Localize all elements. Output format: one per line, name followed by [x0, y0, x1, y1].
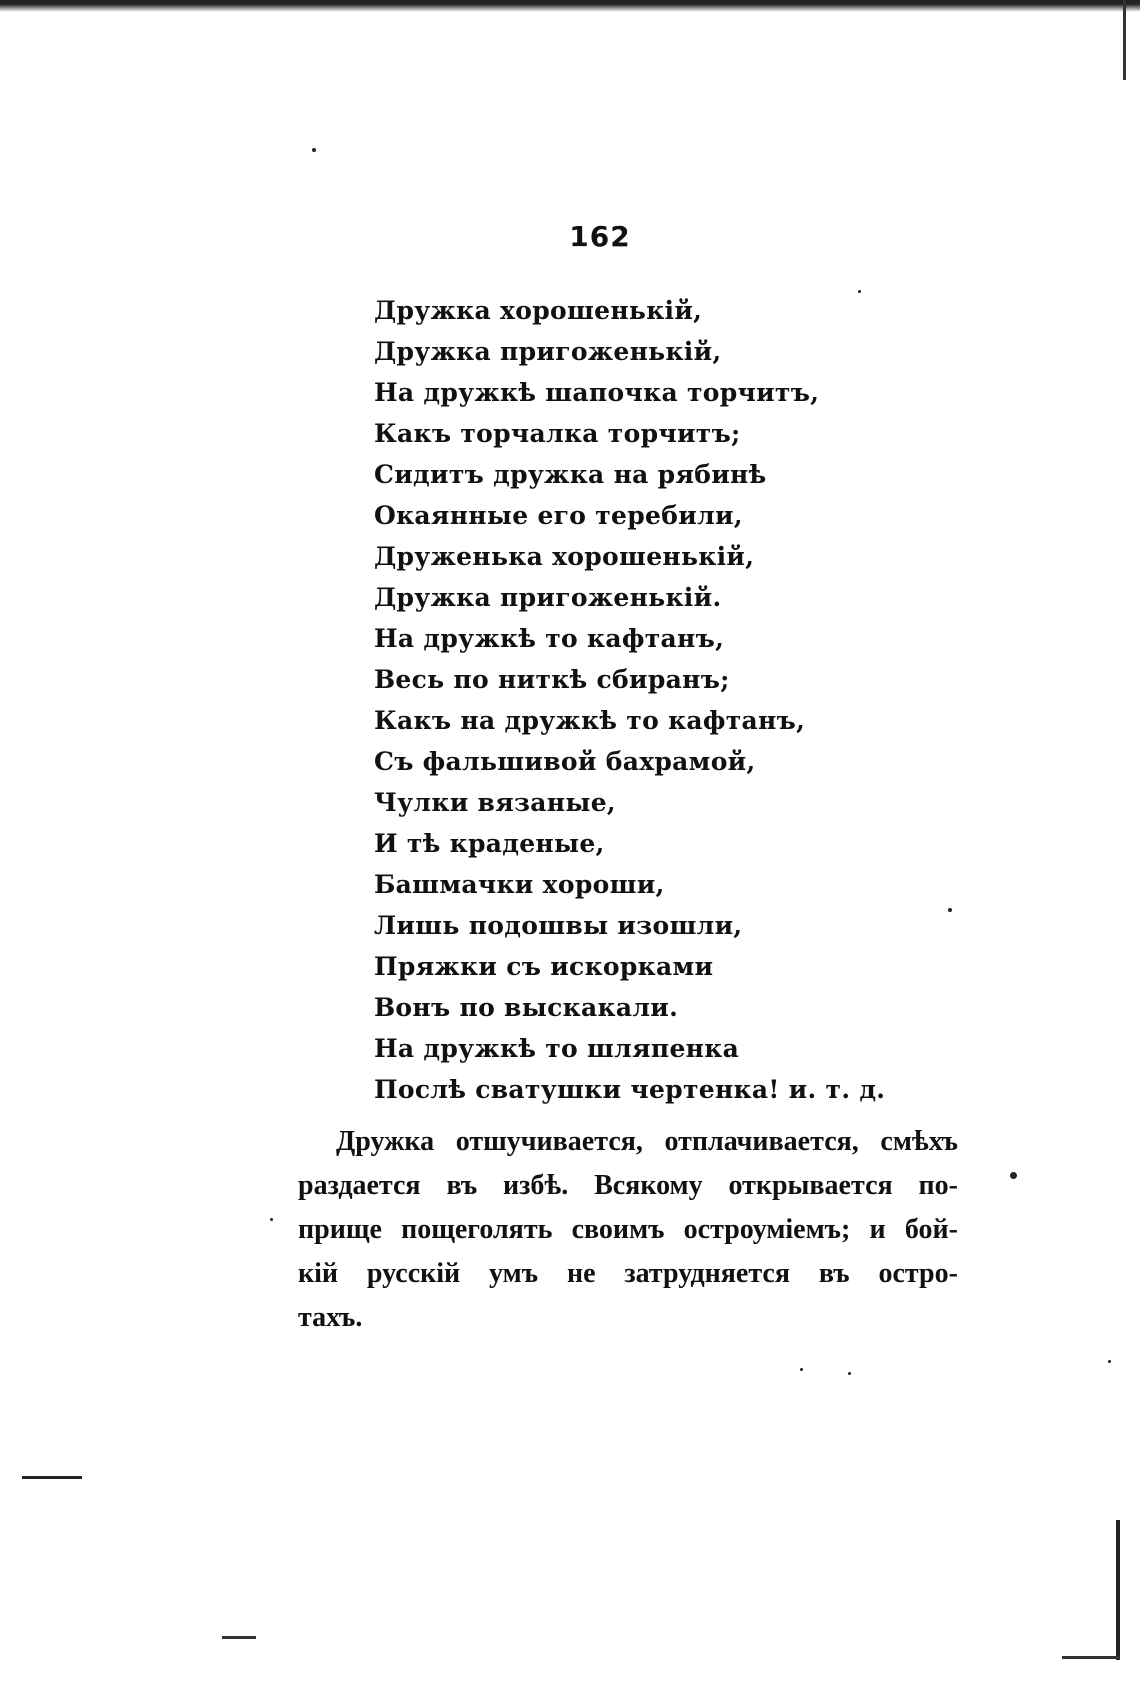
prose-line — [298, 1120, 958, 1164]
prose-word: открывается — [728, 1170, 893, 1201]
prose-word: тахъ. — [298, 1302, 363, 1333]
scan-speck — [312, 148, 316, 152]
prose-word: отплачивается, — [664, 1126, 859, 1157]
verse-line: Вонъ по выскакали. — [374, 993, 679, 1022]
verse-line: Сидитъ дружка на рябинѣ — [374, 460, 767, 489]
scan-speck — [1010, 1172, 1017, 1179]
prose-line — [298, 1164, 958, 1208]
scan-speck — [948, 908, 952, 912]
prose-word: по- — [918, 1170, 958, 1201]
prose-word: пощеголять — [401, 1214, 553, 1245]
prose-word: не — [566, 1258, 596, 1289]
prose-word: затрудняется — [624, 1258, 790, 1289]
verse-line: Друженька хорошенькій, — [374, 542, 755, 571]
verse-line: Пряжки съ искорками — [374, 952, 714, 981]
prose-word: своимъ — [571, 1214, 665, 1245]
verse-line: Дружка пригоженькій. — [374, 583, 722, 612]
verse-line: Весь по ниткѣ сбиранъ; — [374, 665, 730, 694]
prose-line — [298, 1296, 958, 1340]
scan-top-edge — [0, 0, 1140, 12]
verse-line: Какъ на дружкѣ то кафтанъ, — [374, 706, 806, 735]
prose-word: остроуміемъ; — [683, 1214, 851, 1245]
prose-word: прище — [298, 1214, 382, 1245]
verse-line: Дружка пригоженькій, — [374, 337, 722, 366]
prose-line — [298, 1208, 958, 1252]
prose-paragraph — [298, 1120, 958, 1340]
prose-word: кій — [298, 1258, 339, 1289]
scan-bottom-mark — [222, 1636, 256, 1639]
prose-word: и — [869, 1214, 886, 1245]
prose-word: въ — [818, 1258, 850, 1289]
verse-line: Лишь подошвы изошли, — [374, 911, 743, 940]
prose-word: остро- — [878, 1258, 958, 1289]
verse-line: На дружкѣ то кафтанъ, — [374, 624, 725, 653]
page-number: 162 — [569, 220, 631, 253]
scan-speck — [270, 1218, 273, 1221]
verse-line: На дружкѣ то шляпенка — [374, 1034, 740, 1063]
prose-word: русскій — [366, 1258, 461, 1289]
prose-word: умъ — [489, 1258, 539, 1289]
scan-right-edge-bottom — [1116, 1520, 1120, 1660]
scan-left-mark — [22, 1476, 82, 1479]
prose-line — [298, 1252, 958, 1296]
verse-line: Окаянные его теребили, — [374, 501, 743, 530]
prose-word: въ — [446, 1170, 478, 1201]
prose-word: смѣхъ — [880, 1126, 958, 1157]
verse-line: Какъ торчалка торчитъ; — [374, 419, 741, 448]
scan-speck — [1108, 1360, 1111, 1363]
prose-word: избѣ. — [503, 1170, 569, 1201]
verse-line: Съ фальшивой бахрамой, — [374, 747, 756, 776]
verse-line: Послѣ сватушки чертенка! и. т. д. — [374, 1075, 886, 1104]
verse-line: На дружкѣ шапочка торчитъ, — [374, 378, 820, 407]
scan-right-edge — [1123, 0, 1126, 80]
prose-word: раздается — [298, 1170, 421, 1201]
verse-line: Башмачки хороши, — [374, 870, 665, 899]
verse-block — [374, 290, 885, 1110]
prose-word: отшучивается, — [455, 1126, 643, 1157]
scan-speck — [800, 1368, 803, 1371]
verse-line: Чулки вязаные, — [374, 788, 616, 817]
verse-line: Дружка хорошенькій, — [374, 296, 703, 325]
scan-right-edge-foot — [1062, 1656, 1120, 1659]
scan-speck — [848, 1372, 851, 1375]
prose-word: бой- — [904, 1214, 958, 1245]
prose-word: Всякому — [594, 1170, 703, 1201]
prose-word: Дружка — [336, 1126, 435, 1157]
verse-line: И тѣ краденые, — [374, 829, 605, 858]
